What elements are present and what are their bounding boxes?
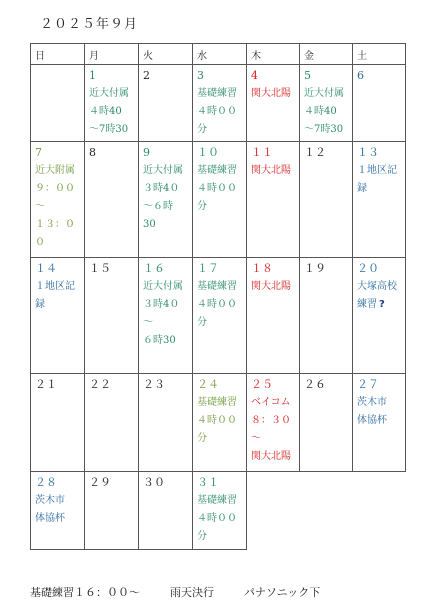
day-number: ２０ [357,262,379,275]
event-text: 関大北陽 [251,88,291,99]
calendar-cell-content [193,142,246,257]
calendar-cell-content [85,65,138,141]
calendar-day-cell [139,142,193,258]
calendar-week-row [31,472,406,550]
event-text: 茨木市 体協杯 [35,495,65,524]
calendar-cell-content [353,65,405,141]
event-text: 近大付属 ４時40 〜7時30 [304,88,344,135]
calendar-cell-content [85,374,138,471]
day-number: ３０ [143,476,165,489]
calendar-cell-content [85,142,138,257]
event-text: 基礎練習 ４時００ 分 [197,495,237,542]
calendar-cell-content [139,65,192,141]
event-text: 基礎練習 ４時００ 分 [197,397,237,444]
calendar-week-row [31,142,406,258]
event-text: 近大付属 ３時4０ 〜 ６時30 [143,281,183,346]
calendar-day-cell [193,258,247,374]
calendar-day-cell [31,472,85,550]
day-number: １５ [89,262,111,275]
calendar-empty-cell [31,65,85,142]
day-number: ２９ [89,476,111,489]
calendar-day-cell [31,374,85,472]
calendar-cell-content [247,374,299,471]
calendar-cell-content [247,142,299,257]
calendar-cell-content [300,374,352,471]
calendar-cell-content [353,142,405,257]
calendar-day-cell [85,472,139,550]
day-number: ２８ [35,476,57,489]
day-number: 1 [89,69,96,82]
day-number: 4 [251,69,258,82]
day-number: 9 [143,146,150,159]
day-number: 2 [143,69,150,82]
calendar-day-cell [353,142,406,258]
event-text: １地区記 録 [35,281,75,310]
day-number: １４ [35,262,57,275]
event-text: ベイコム ８：３０ 〜 関大北陽 [251,397,291,462]
event-text: 基礎練習 ４時００ 分 [197,281,237,328]
calendar-day-cell [31,258,85,374]
day-number: １８ [251,262,273,275]
day-number: ２６ [304,378,326,391]
footer-note [30,584,350,600]
calendar-table [30,43,406,550]
calendar-cell-content [300,65,352,141]
event-text: 関大北陽 [251,281,291,292]
weekday-sun: 日 [31,44,85,65]
event-text: １地区記 録 [357,165,397,194]
day-number: 7 [35,146,42,159]
footer-practice-time: 基礎練習１６：００〜 [30,586,140,599]
footer-rain-policy: 雨天決行 [170,586,214,599]
calendar-cell-content [353,258,405,373]
day-number: 8 [89,146,96,159]
question-mark: ? [379,299,385,310]
weekday-header-row [31,44,406,65]
calendar-cell-content [139,258,192,373]
event-text: 茨木市 体協杯 [357,397,387,426]
calendar-day-cell [247,374,300,472]
event-text: 近大附属 ９：００ 〜 １３：０ ０ [35,165,75,248]
calendar-day-cell [247,142,300,258]
event-text: 基礎練習 ４時００ 分 [197,88,237,135]
calendar-day-cell [139,374,193,472]
weekday-wed: 水 [193,44,247,65]
calendar-cell-content [193,374,246,471]
calendar-day-cell [300,258,353,374]
calendar-empty-cell [300,472,353,550]
calendar-cell-content [139,374,192,471]
calendar-cell-content [31,142,84,257]
calendar-cell-content [193,258,246,373]
day-number: １３ [357,146,379,159]
day-number: １１ [251,146,273,159]
calendar-day-cell [300,374,353,472]
calendar-cell-content [31,374,84,471]
weekday-sat: 土 [353,44,406,65]
calendar-day-cell [193,374,247,472]
calendar-day-cell [85,258,139,374]
weekday-mon: 月 [85,44,139,65]
calendar-week-row [31,258,406,374]
day-number: １７ [197,262,219,275]
weekday-fri: 金 [300,44,353,65]
event-text: 大塚高校 練習 [357,281,397,310]
page-title: ２０２５年９月 [40,17,139,32]
calendar-day-cell [193,142,247,258]
calendar-day-cell [247,258,300,374]
calendar-cell-content [193,472,246,549]
calendar-empty-cell [353,472,406,550]
day-number: ３１ [197,476,219,489]
event-text: 関大北陽 [251,165,291,176]
day-number: 5 [304,69,311,82]
day-number: ２７ [357,378,379,391]
calendar-cell-content [139,472,192,549]
calendar-day-cell [193,65,247,142]
day-number: 3 [197,69,204,82]
calendar-day-cell [300,142,353,258]
calendar-day-cell [300,65,353,142]
calendar-cell-content [85,472,138,549]
calendar-empty-cell [247,472,300,550]
calendar-cell-content [31,472,84,549]
calendar-cell-content [139,142,192,257]
calendar-day-cell [31,142,85,258]
day-number: ２１ [35,378,57,391]
calendar-day-cell [85,142,139,258]
event-text: 基礎練習 ４時００ 分 [197,165,237,212]
calendar-day-cell [353,374,406,472]
day-number: ２４ [197,378,219,391]
footer-location: パナソニック下 [244,586,321,599]
calendar-day-cell [85,65,139,142]
calendar-day-cell [85,374,139,472]
calendar-day-cell [139,65,193,142]
day-number: 6 [357,69,364,82]
calendar-day-cell [353,65,406,142]
calendar-cell-content [31,258,84,373]
day-number: ２５ [251,378,273,391]
calendar-day-cell [193,472,247,550]
calendar-cell-content [193,65,246,141]
calendar-cell-content [247,258,299,373]
calendar-cell-content [85,258,138,373]
calendar-cell-content [247,65,299,141]
weekday-thu: 木 [247,44,300,65]
calendar-day-cell [247,65,300,142]
calendar-cell-content [353,374,405,471]
day-number: ２３ [143,378,165,391]
day-number: １６ [143,262,165,275]
calendar-cell-content [300,258,352,373]
calendar-day-cell [353,258,406,374]
event-text: 近大付属 ３時4０ 〜６時 30 [143,165,183,230]
calendar-week-row [31,374,406,472]
weekday-tue: 火 [139,44,193,65]
day-number: ２２ [89,378,111,391]
calendar-day-cell [139,472,193,550]
day-number: １２ [304,146,326,159]
calendar-week-row [31,65,406,142]
event-text: 近大付属 ４時40 〜7時30 [89,88,129,135]
day-number: １０ [197,146,219,159]
day-number: １９ [304,262,326,275]
calendar-cell-content [300,142,352,257]
calendar-day-cell [139,258,193,374]
